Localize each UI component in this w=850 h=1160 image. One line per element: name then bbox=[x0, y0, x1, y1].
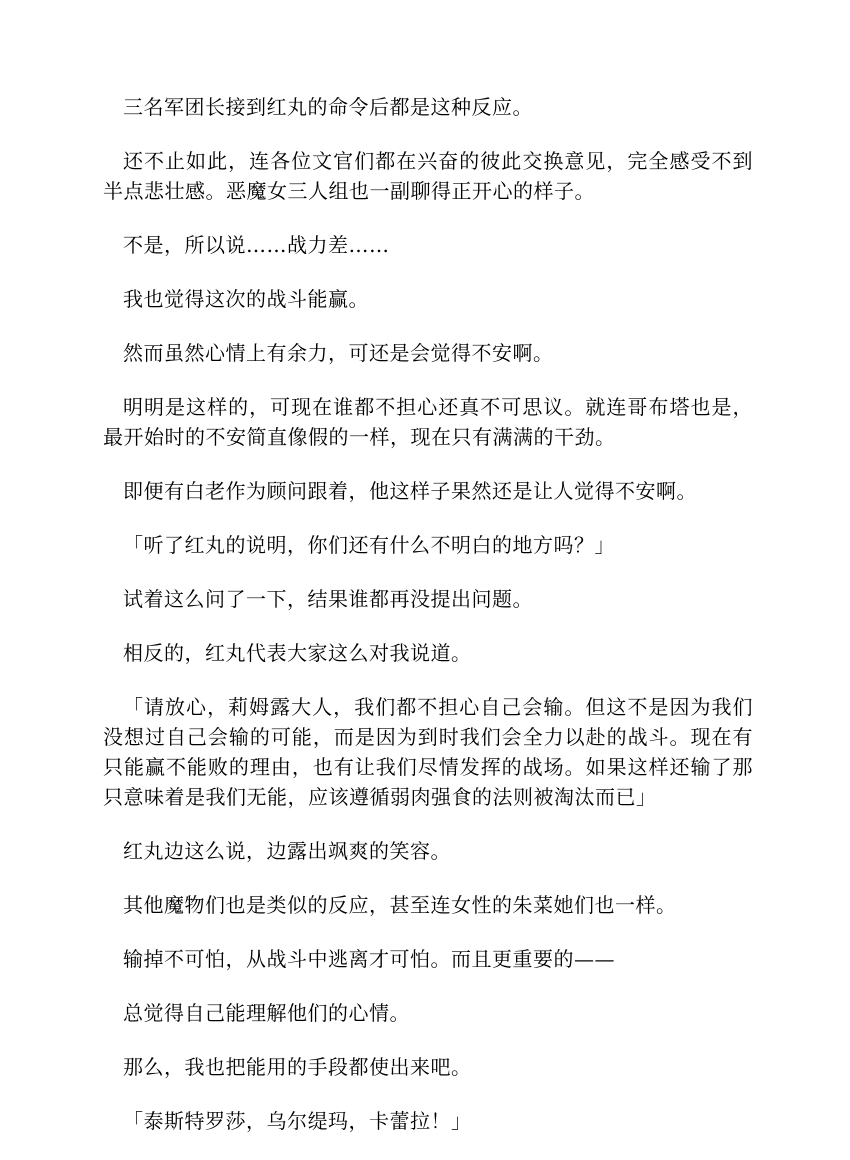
paragraph: 三名军团长接到红丸的命令后都是这种反应。 bbox=[123, 95, 533, 119]
paragraph: 我也觉得这次的战斗能赢。 bbox=[123, 287, 369, 311]
dialogue-paragraph: 「请放心，莉姆露大人，我们都不担心自己会输。但这不是因为我们没想过自己会输的可能，而是因为到时我们会全力以赴的战斗。现在有只能赢不能败的理由，也有让我们尽情发挥的战场。如果这样还输了那只意味着是我们无能，应该遵循弱肉强食的法则被淘汰而已」 bbox=[103, 695, 753, 809]
paragraph: 其他魔物们也是类似的反应，甚至连女性的朱菜她们也一样。 bbox=[123, 893, 677, 917]
paragraph: 不是，所以说……战力差…… bbox=[123, 233, 390, 257]
paragraph: 那么，我也把能用的手段都使出来吧。 bbox=[123, 1055, 472, 1079]
paragraph: 相反的，红丸代表大家这么对我说道。 bbox=[123, 641, 472, 665]
paragraph: 红丸边这么说，边露出飒爽的笑容。 bbox=[123, 839, 451, 863]
paragraph: 试着这么问了一下，结果谁都再没提出问题。 bbox=[123, 587, 533, 611]
paragraph: 然而虽然心情上有余力，可还是会觉得不安啊。 bbox=[123, 341, 554, 365]
paragraph: 还不止如此，连各位文官们都在兴奋的彼此交换意见，完全感受不到半点悲壮感。恶魔女三人组也一副聊得正开心的样子。 bbox=[103, 149, 753, 203]
document-body bbox=[103, 92, 753, 1160]
paragraph: 明明是这样的，可现在谁都不担心还真不可思议。就连哥布塔也是，最开始时的不安简直像假的一样，现在只有满满的干劲。 bbox=[103, 395, 753, 449]
dialogue-paragraph: 「泰斯特罗莎，乌尔缇玛，卡蕾拉！」 bbox=[123, 1109, 472, 1133]
paragraph: 即便有白老作为顾问跟着，他这样子果然还是让人觉得不安啊。 bbox=[123, 479, 697, 503]
paragraph: 输掉不可怕，从战斗中逃离才可怕。而且更重要的—— bbox=[123, 947, 615, 971]
paragraph: 总觉得自己能理解他们的心情。 bbox=[123, 1001, 410, 1025]
dialogue-paragraph: 「听了红丸的说明，你们还有什么不明白的地方吗？」 bbox=[123, 533, 615, 557]
